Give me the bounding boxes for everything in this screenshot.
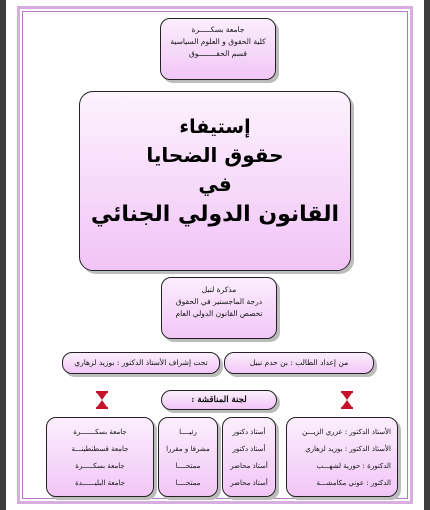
memo-line-2: درجة الماجستير في الحقوق	[175, 297, 263, 306]
university-name: جامعة بسكـــــرة	[191, 25, 245, 34]
hourglass-icon	[96, 391, 108, 409]
committee-rank: أستاذ دكتور	[232, 445, 266, 453]
committee-university: جامعة بسكـــــرة	[75, 462, 125, 470]
committee-ranks-box	[222, 417, 276, 497]
committee-universities-box	[46, 417, 154, 497]
department-name: قسم الحقــــــــوق	[189, 49, 247, 58]
memo-line-1: مذكرة لنيل	[201, 285, 237, 294]
hourglass-icon	[341, 391, 353, 409]
thesis-title-box	[79, 91, 351, 271]
committee-role: رئيــــا	[179, 428, 197, 436]
committee-name: الدكتورة : حورية لشهـــب	[316, 462, 391, 470]
committee-title-box	[161, 390, 277, 410]
committee-role: ممتحــــا	[175, 479, 201, 487]
supervisor-box	[62, 352, 220, 374]
committee-roles-box	[158, 417, 218, 497]
committee-rank: أستاذ محاضر	[230, 479, 268, 487]
title-line-2: حقوق الضحايا	[146, 143, 284, 167]
committee-rank: أستاذ محاضر	[230, 462, 268, 470]
committee-name: الأستاذ الدكتور : عزري الزيـــن	[302, 428, 391, 436]
title-line-4: القانون الدولي الجنائي	[90, 202, 340, 227]
committee-university: جامعة قسطنطينـــة	[71, 445, 129, 453]
committee-university: جامعة بسكـــــــرة	[73, 428, 127, 436]
committee-title: لجنة المناقشة :	[191, 395, 247, 405]
committee-role: مشرفا و مقررا	[166, 445, 210, 453]
committee-names-box	[286, 417, 398, 497]
degree-info-box	[161, 277, 277, 339]
document-page	[6, 0, 424, 510]
committee-name: الأستاذ الدكتور : بوزيد لزهاري	[305, 445, 391, 453]
committee-name: الدكتور : عوني مكامشـــة	[316, 479, 391, 487]
title-line-3: في	[198, 172, 232, 196]
memo-line-3: تخصص القانون الدولي العام	[175, 309, 263, 318]
committee-university: جامعة البليــــــدة	[75, 479, 125, 487]
supervisor-text: تحت إشراف الأستاذ الدكتور : بوزيد لزهاري	[74, 358, 208, 367]
author-text: من إعداد الطالب : بن حدم نبيل	[249, 358, 349, 367]
faculty-name: كلية الحقوق و العلوم السياسية	[170, 37, 266, 46]
university-header-box	[160, 18, 276, 80]
title-line-1: إستيفاء	[179, 116, 251, 138]
committee-role: ممتحــــا	[175, 462, 201, 470]
committee-rank: أستاذ دكتور	[232, 428, 266, 436]
author-box	[224, 352, 374, 374]
